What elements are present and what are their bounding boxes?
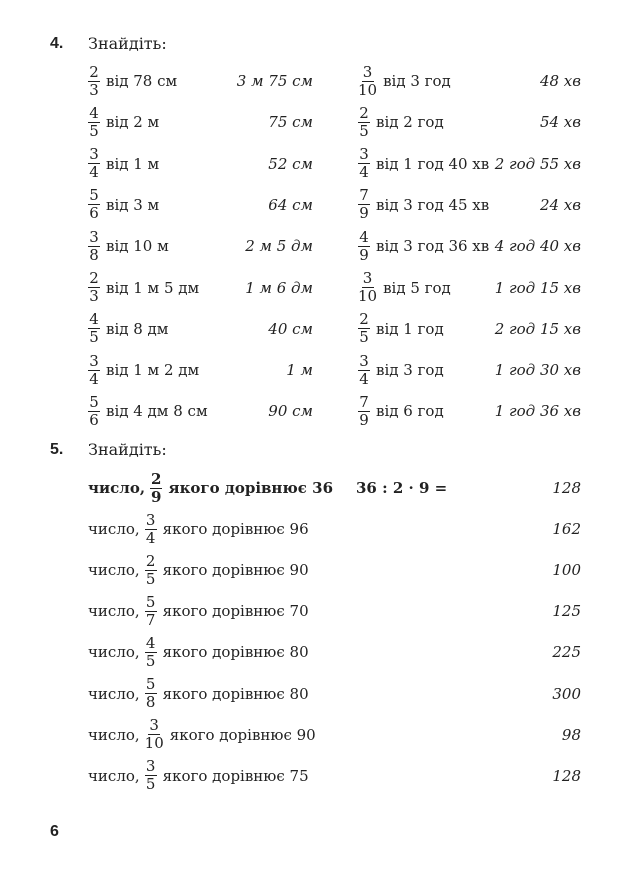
answer: 52 см: [268, 154, 313, 173]
answer: 90 см: [268, 402, 313, 421]
answer: 2 м 5 дм: [245, 237, 313, 256]
exercise-item: [88, 756, 309, 796]
exercise-prefix: число,: [88, 684, 140, 703]
answer: 1 год 15 хв: [494, 278, 581, 297]
exercise-item: [358, 350, 444, 390]
exercise-item: [88, 185, 159, 225]
fraction: $\frac{3}{4}$: [359, 145, 369, 182]
exercise-text: від 5 год: [383, 278, 451, 297]
answer: 24 хв: [539, 195, 581, 214]
answer: 64 см: [268, 195, 313, 214]
exercise-item: [88, 509, 309, 549]
exercise-text: від 3 м: [106, 195, 160, 214]
answer: 300: [552, 684, 581, 703]
answer: 1 м 6 дм: [245, 278, 313, 297]
fraction: $\frac{2}{5}$: [359, 103, 369, 140]
answer: 1 м: [286, 361, 313, 380]
exercise-text: якого дорівнює 90: [162, 561, 309, 580]
exercise-text: від 1 год 40 хв: [376, 154, 490, 173]
exercise-text: від 1 м: [106, 154, 160, 173]
exercise-item: [88, 591, 309, 631]
exercise-item: [358, 309, 444, 349]
fraction: $\frac{7}{9}$: [359, 186, 369, 223]
exercise-item: [88, 715, 316, 755]
answer: 54 хв: [539, 113, 581, 132]
exercise-item: [358, 61, 451, 101]
fraction: $\frac{3}{4}$: [89, 145, 99, 182]
exercise-text: від 2 м: [106, 113, 160, 132]
task-heading: Знайдіть:: [88, 34, 167, 53]
fraction: $\frac{4}{5}$: [89, 103, 99, 140]
exercise-text: якого дорівнює 80: [162, 684, 309, 703]
fraction: $\frac{3}{10}$: [144, 716, 164, 753]
answer: 75 см: [268, 113, 313, 132]
answer: 3 м 75 см: [236, 72, 313, 90]
exercise-item: [88, 268, 199, 308]
exercise-prefix: число,: [88, 725, 140, 744]
exercise-text: від 1 м 2 дм: [106, 361, 200, 380]
exercise-item: [88, 350, 199, 390]
answer: 100: [552, 561, 581, 580]
exercise-text: від 3 год: [383, 72, 451, 90]
exercise-text: від 1 м 5 дм: [106, 278, 200, 297]
answer: 125: [552, 602, 581, 621]
exercise-item: [88, 391, 208, 431]
exercise-item: [358, 144, 489, 184]
exercise-prefix: число,: [88, 520, 140, 539]
exercise-item: [88, 102, 159, 142]
exercise-text: від 1 год: [376, 319, 444, 338]
exercise-item: [88, 144, 159, 184]
exercise-item: [358, 226, 489, 266]
answer: 2 год 55 хв: [494, 154, 581, 173]
answer: 48 хв: [539, 72, 581, 90]
answer: 98: [561, 725, 581, 744]
exercise-item: [358, 391, 444, 431]
answer: 1 год 36 хв: [494, 402, 581, 421]
fraction: $\frac{3}{10}$: [358, 269, 378, 305]
answer: 225: [552, 643, 581, 662]
exercise-prefix: число,: [88, 766, 140, 785]
answer: 128: [552, 479, 581, 497]
exercise-item: [88, 632, 309, 672]
answer: 2 год 15 хв: [494, 319, 581, 338]
exercise-text: від 4 дм 8 см: [106, 402, 208, 421]
exercise-text: якого дорівнює 75: [162, 766, 309, 785]
answer: 4 год 40 хв: [494, 237, 581, 256]
fraction: $\frac{4}{5}$: [145, 633, 156, 670]
exercise-text: якого дорівнює 96: [162, 520, 309, 539]
exercise-item: [88, 61, 177, 101]
answer: 162: [552, 520, 581, 539]
exercise-item: [88, 550, 309, 590]
exercise-prefix: число,: [88, 561, 140, 580]
fraction: $\frac{3}{10}$: [358, 62, 378, 99]
fraction: $\frac{3}{4}$: [359, 351, 369, 388]
exercise-prefix: число,: [88, 479, 146, 497]
exercise-text: якого дорівнює 80: [162, 643, 309, 662]
example-expression: 36 : 2 · 9 =: [356, 479, 448, 497]
exercise-item: [88, 309, 168, 349]
task-number: 5.: [50, 441, 64, 458]
fraction: $\frac{2}{5}$: [359, 310, 369, 347]
exercise-item: [88, 674, 309, 714]
exercise-text: від 3 год: [376, 361, 444, 380]
fraction: $\frac{3}{5}$: [145, 757, 156, 794]
fraction: $\frac{3}{4}$: [89, 351, 99, 388]
fraction: $\frac{7}{9}$: [359, 392, 369, 429]
answer: 128: [552, 766, 581, 785]
exercise-item: [88, 468, 333, 508]
fraction: $\frac{2}{9}$: [151, 469, 162, 506]
task-number: 4.: [50, 35, 64, 52]
page-number: 6: [50, 823, 59, 840]
exercise-text: якого дорівнює 36: [168, 479, 334, 497]
task-heading: Знайдіть:: [88, 440, 167, 459]
exercise-item: [358, 102, 444, 142]
exercise-item: [358, 268, 451, 308]
fraction: $\frac{4}{5}$: [89, 310, 99, 347]
fraction: $\frac{3}{4}$: [145, 510, 156, 547]
fraction: $\frac{3}{8}$: [89, 227, 99, 264]
fraction: $\frac{5}{7}$: [145, 592, 156, 629]
fraction: $\frac{5}{8}$: [145, 675, 156, 711]
exercise-text: від 2 год: [376, 113, 444, 132]
fraction: $\frac{5}{6}$: [89, 392, 99, 429]
exercise-text: від 3 год 36 хв: [376, 237, 490, 256]
answer: 40 см: [268, 319, 313, 338]
exercise-item: [88, 226, 169, 266]
fraction: $\frac{5}{6}$: [89, 186, 99, 223]
exercise-text: від 10 м: [106, 237, 169, 256]
exercise-prefix: число,: [88, 643, 140, 662]
exercise-text: від 78 см: [106, 72, 178, 90]
fraction: $\frac{4}{9}$: [359, 227, 369, 264]
fraction: $\frac{2}{5}$: [145, 551, 156, 588]
exercise-prefix: число,: [88, 602, 140, 621]
exercise-text: якого дорівнює 70: [162, 602, 309, 621]
answer: 1 год 30 хв: [494, 361, 581, 380]
exercise-item: [358, 185, 489, 225]
exercise-text: якого дорівнює 90: [169, 725, 316, 744]
exercise-text: від 3 год 45 хв: [376, 195, 490, 214]
exercise-text: від 8 дм: [106, 319, 169, 338]
fraction: $\frac{2}{3}$: [89, 269, 99, 305]
fraction: $\frac{2}{3}$: [89, 62, 99, 99]
exercise-text: від 6 год: [376, 402, 444, 421]
